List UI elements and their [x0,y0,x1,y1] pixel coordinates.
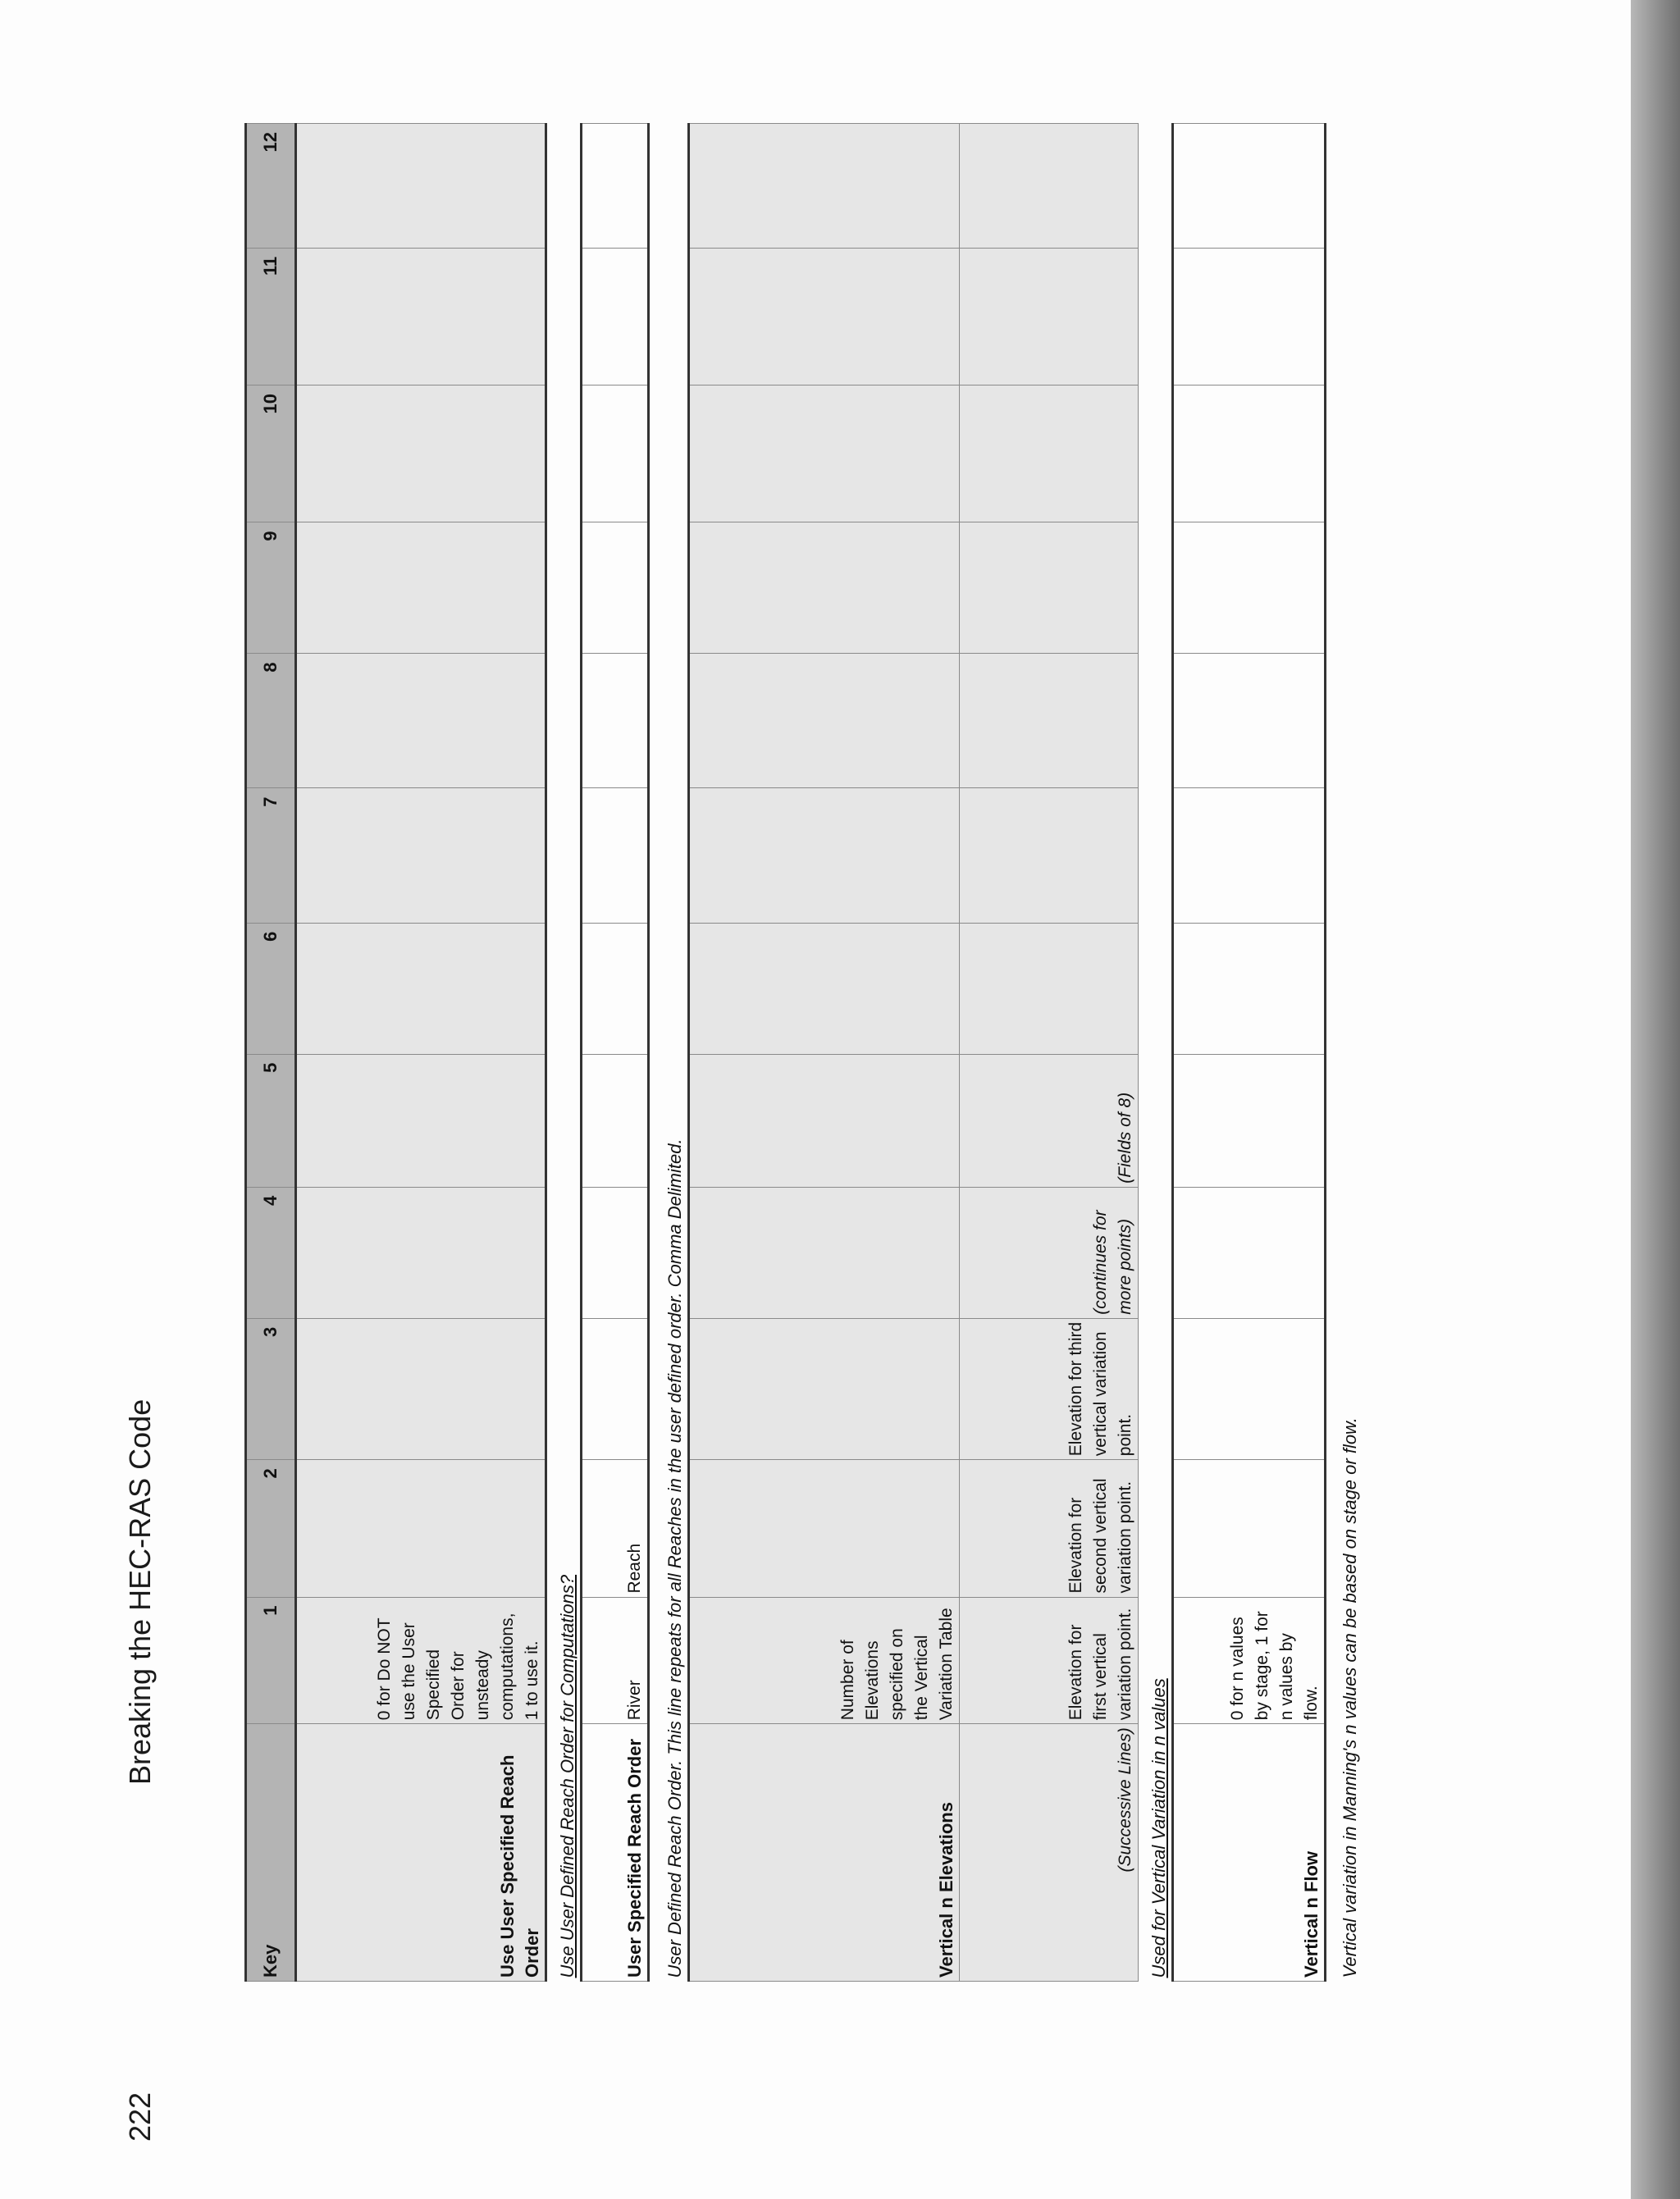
table-row-successive-lines [960,124,1139,1982]
note-row [1326,124,1363,1982]
reach-order-note: Use User Defined Reach Order for Computations? [557,1574,578,1978]
row-label: User Specified Reach Order [582,1724,649,1982]
col-1: 1 [246,1597,296,1724]
page-number: 222 [123,2092,157,2142]
cell-1: Number of Elevations specified on the Vertical Variation Table [689,1597,960,1724]
cell-5: (Fields of 8) [960,1054,1139,1187]
col-8: 8 [246,654,296,788]
column-header-row [246,124,296,1982]
col-12: 12 [246,124,296,249]
col-3: 3 [246,1318,296,1460]
col-6: 6 [246,923,296,1054]
row-label: Vertical n Elevations [689,1724,960,1982]
hec-ras-code-table [244,123,1363,1982]
table-row-vertical-n-flow [1173,124,1326,1982]
table-row-reach-order [582,124,649,1982]
cell-1: River [582,1597,649,1724]
cell-3: Elevation for third vertical variation point. [960,1318,1139,1460]
note-row [1139,124,1173,1982]
table-row-reach-order-flag [296,124,546,1982]
col-4: 4 [246,1187,296,1318]
row-label: Vertical n Flow [1173,1724,1326,1982]
col-2: 2 [246,1460,296,1597]
note-row [546,124,582,1982]
col-9: 9 [246,522,296,654]
row-label: Use User Specified Reach Order [296,1724,546,1982]
cell-2: Reach [582,1460,649,1597]
col-10: 10 [246,386,296,522]
footer-note: Vertical variation in Manning's n values can be based on stage or flow. [1340,1417,1360,1978]
col-key: Key [246,1724,296,1982]
cell-2: Elevation for second vertical variation point. [960,1460,1139,1597]
col-5: 5 [246,1054,296,1187]
reach-order-repeat-note: User Defined Reach Order. This line repeats for all Reaches in the user defined order. Comma Delimited. [664,1138,685,1978]
cell-1: 0 for Do NOT use the User Specified Order for unsteady computations, 1 to use it. [296,1597,546,1724]
col-11: 11 [246,248,296,385]
note-row [649,124,689,1982]
table-row-vertical-n-elevations [689,124,960,1982]
cell-1: Elevation for first vertical variation point. [960,1597,1139,1724]
vertical-flow-note: Used for Vertical Variation in n values [1148,1678,1169,1978]
cell-1: 0 for n values by stage, 1 for n values by flow. [1173,1597,1326,1724]
col-7: 7 [246,788,296,923]
page-title: Breaking the HEC-RAS Code [123,1398,157,1785]
cell-4: (continues for more points) [960,1187,1139,1318]
row-label: (Successive Lines) [960,1724,1139,1982]
